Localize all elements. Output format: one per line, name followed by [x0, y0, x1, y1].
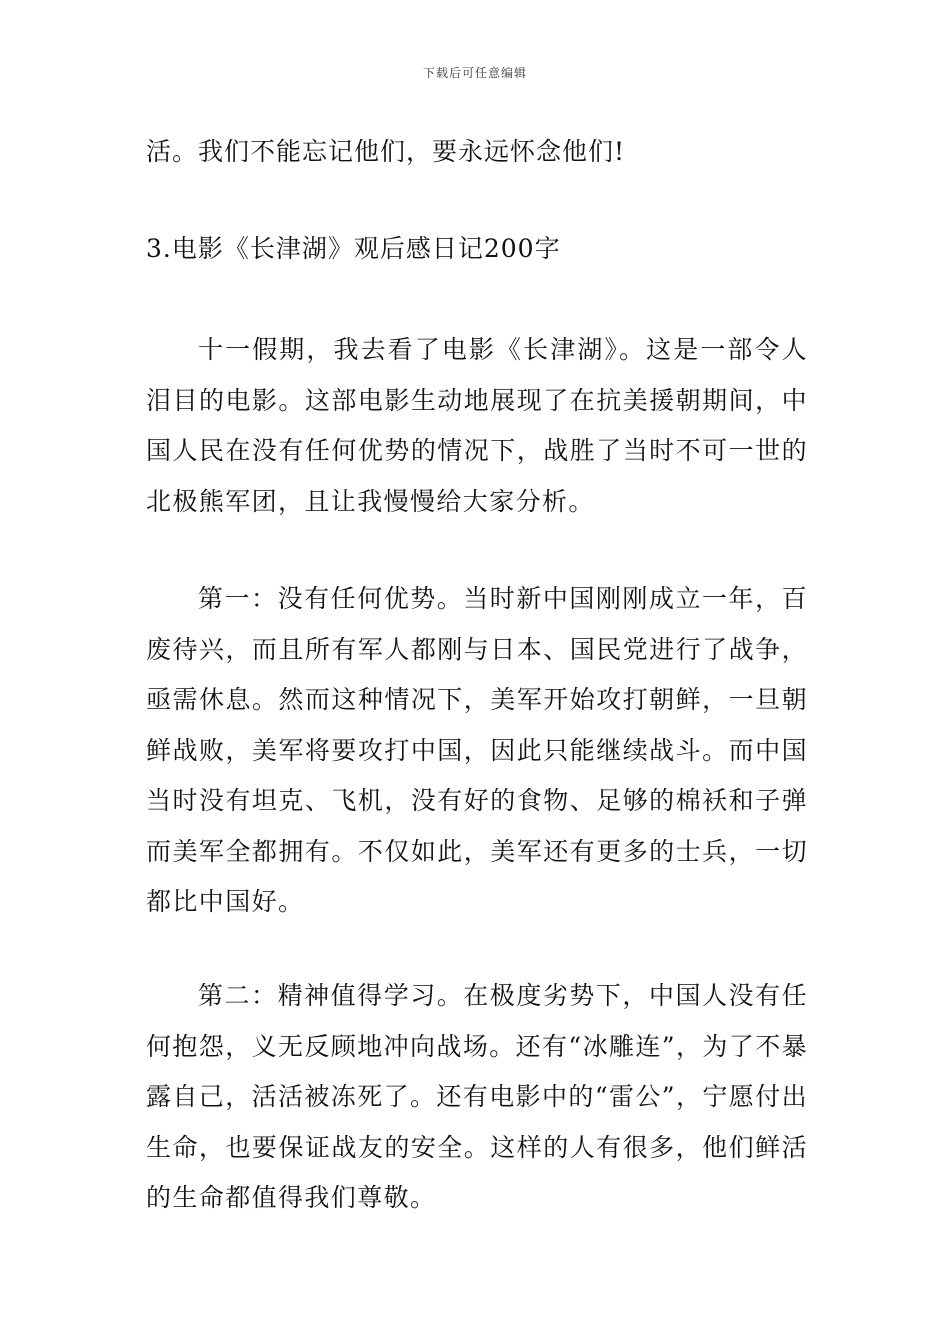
- paragraph-1: 十一假期，我去看了电影《长津湖》。这是一部令人泪目的电影。这部电影生动地展现了在抗美援朝期间，中国人民在没有任何优势的情况下，战胜了当时不可一世的北极熊军团，且让我慢慢给大家分析。: [146, 335, 808, 516]
- paragraph-2: 第一：没有任何优势。当时新中国刚刚成立一年，百废待兴，而且所有军人都刚与日本、国民党进行了战争，亟需休息。然而这种情况下，美军开始攻打朝鲜，一旦朝鲜战败，美军将要攻打中国，因此只能继续战斗。而中国当时没有坦克、飞机，没有好的食物、足够的棉袄和子弹而美军全都拥有。不仅如此，美军还有更多的士兵，一切都比中国好。: [146, 584, 808, 916]
- section-heading: 3.电影《长津湖》观后感日记200字: [146, 234, 561, 263]
- page-header-note: 下载后可任意编辑: [422, 66, 527, 80]
- continuation-line: 活。我们不能忘记他们，要永远怀念他们!: [146, 137, 626, 166]
- paragraph-3: 第二：精神值得学习。在极度劣势下，中国人没有任何抱怨，义无反顾地冲向战场。还有“冰雕连”，为了不暴露自己，活活被冻死了。还有电影中的“雷公”，宁愿付出生命，也要保证战友的安全。这样的人有很多，他们鲜活的生命都值得我们尊敬。: [146, 981, 808, 1212]
